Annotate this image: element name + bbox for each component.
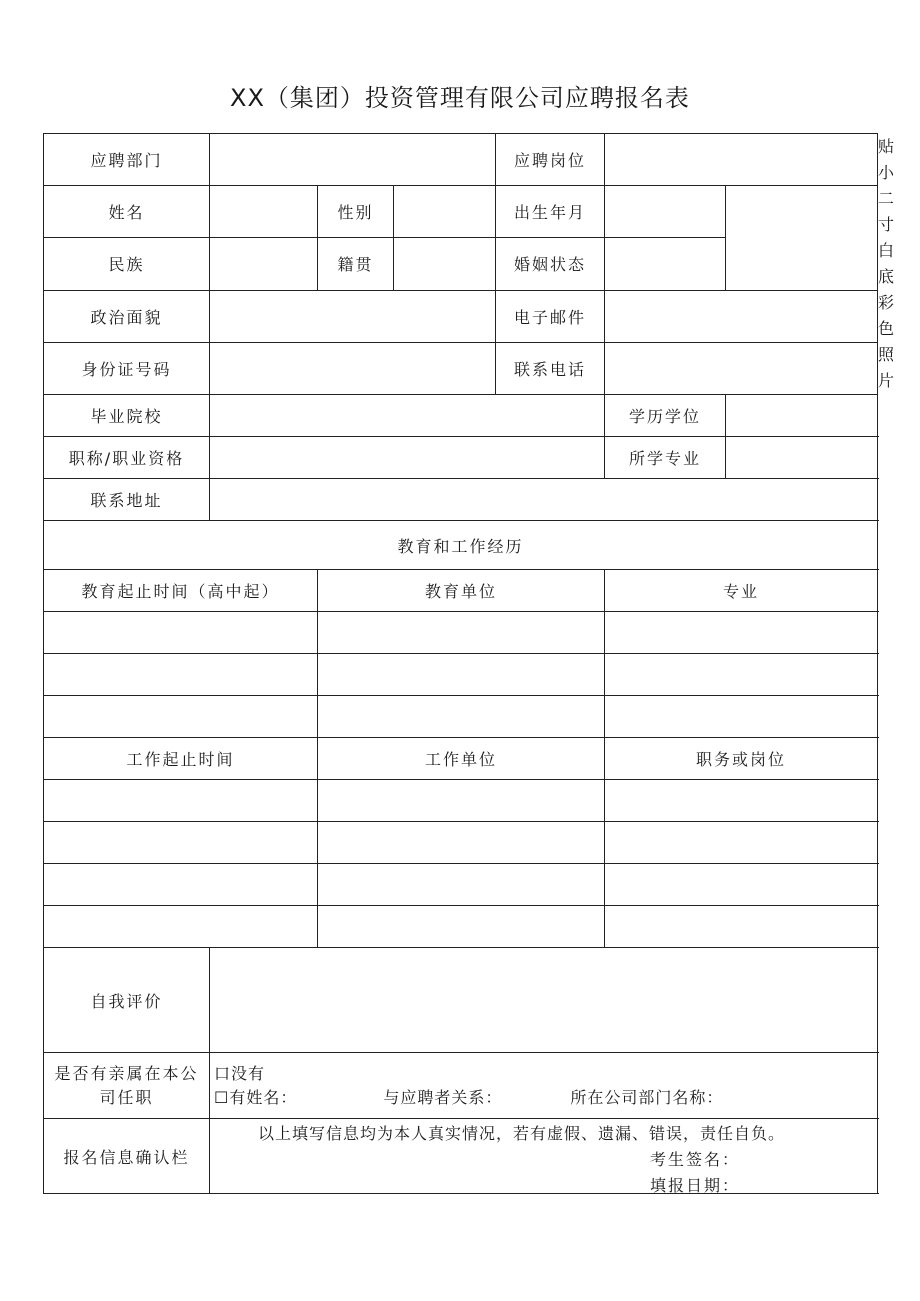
signature-field[interactable]: 考生签名： <box>650 1150 741 1169</box>
relatives-relation-label: 与应聘者关系： <box>383 1087 503 1107</box>
self-eval-field[interactable] <box>210 948 878 1053</box>
edu-unit-cell[interactable] <box>318 612 605 654</box>
work-header-period: 工作起止时间 <box>44 738 318 780</box>
form-title: XX（集团）投资管理有限公司应聘报名表 <box>230 84 690 112</box>
birth-label: 出生年月 <box>496 186 605 238</box>
relatives-label: 是否有亲属在本公司任职 <box>44 1053 210 1119</box>
self-eval-label: 自我评价 <box>44 948 210 1053</box>
edu-unit-cell[interactable] <box>318 696 605 738</box>
work-role-cell[interactable] <box>605 906 878 948</box>
edu-row <box>44 612 878 654</box>
relatives-options <box>210 1053 878 1119</box>
email-label: 电子邮件 <box>496 290 605 342</box>
work-period-cell[interactable] <box>44 906 318 948</box>
work-unit-cell[interactable] <box>318 906 605 948</box>
major-label: 所学专业 <box>605 437 726 479</box>
major-field[interactable] <box>726 437 878 479</box>
ethnicity-label: 民族 <box>44 238 210 290</box>
work-header-unit: 工作单位 <box>318 738 605 780</box>
work-period-cell[interactable] <box>44 822 318 864</box>
position-field[interactable] <box>605 134 878 186</box>
relatives-none-option[interactable]: 口没有 <box>214 1063 266 1083</box>
birth-field[interactable] <box>605 186 726 238</box>
edu-major-cell[interactable] <box>605 612 878 654</box>
school-label: 毕业院校 <box>44 395 210 437</box>
ethnicity-field[interactable] <box>210 238 318 290</box>
application-form-table: 应聘部门 应聘岗位 贴小二寸白底彩色照片 姓名 性别 出生年月 民族 籍贯 婚姻状态 政治面貌 电子邮件 身份证号码 联系电话 毕业院校 学历学位 职称/职业资格 所学专业 联系地址 教育和工作经历 教育起止时间（高中起） 教育单位 专业 工作起止时间 工作单位 职务或岗位 自我评价 是否有亲属在本公司任职 口没有 ☐有姓名： 与应聘者关系： 所在公司部门名称： 报名信息确认栏 以上填写信息均为本人真实情况，若有虚假、遗漏、错误，责任自负。 考生签名： 填报日期： <box>43 133 878 1194</box>
work-period-cell[interactable] <box>44 864 318 906</box>
work-row <box>44 906 878 948</box>
degree-field[interactable] <box>726 395 878 437</box>
edu-header-major: 专业 <box>605 570 878 612</box>
date-field[interactable]: 填报日期： <box>650 1176 741 1195</box>
edu-period-cell[interactable] <box>44 696 318 738</box>
relatives-dept-label: 所在公司部门名称： <box>570 1087 724 1107</box>
email-field[interactable] <box>605 290 878 342</box>
position-label: 应聘岗位 <box>496 134 605 186</box>
gender-field[interactable] <box>394 186 496 238</box>
dept-label: 应聘部门 <box>44 134 210 186</box>
political-field[interactable] <box>210 290 496 342</box>
edu-header-period: 教育起止时间（高中起） <box>44 570 318 612</box>
confirm-statement: 以上填写信息均为本人真实情况，若有虚假、遗漏、错误，责任自负。 <box>258 1124 786 1143</box>
address-field[interactable] <box>210 479 878 521</box>
confirm-area <box>210 1119 878 1194</box>
hometown-label: 籍贯 <box>318 238 394 290</box>
edu-row <box>44 696 878 738</box>
marital-field[interactable] <box>605 238 726 290</box>
school-field[interactable] <box>210 395 605 437</box>
work-role-cell[interactable] <box>605 864 878 906</box>
id-number-field[interactable] <box>210 342 496 394</box>
edu-unit-cell[interactable] <box>318 654 605 696</box>
work-period-cell[interactable] <box>44 780 318 822</box>
work-header-role: 职务或岗位 <box>605 738 878 780</box>
marital-label: 婚姻状态 <box>496 238 605 290</box>
work-unit-cell[interactable] <box>318 822 605 864</box>
edu-period-cell[interactable] <box>44 654 318 696</box>
phone-field[interactable] <box>605 342 878 394</box>
degree-label: 学历学位 <box>605 395 726 437</box>
work-unit-cell[interactable] <box>318 780 605 822</box>
work-role-cell[interactable] <box>605 780 878 822</box>
id-number-label: 身份证号码 <box>44 342 210 394</box>
dept-field[interactable] <box>210 134 496 186</box>
name-label: 姓名 <box>44 186 210 238</box>
work-unit-cell[interactable] <box>318 864 605 906</box>
gender-label: 性别 <box>318 186 394 238</box>
edu-period-cell[interactable] <box>44 612 318 654</box>
work-row <box>44 780 878 822</box>
edu-row <box>44 654 878 696</box>
political-label: 政治面貌 <box>44 290 210 342</box>
edu-major-cell[interactable] <box>605 654 878 696</box>
title-qual-field[interactable] <box>210 437 605 479</box>
address-label: 联系地址 <box>44 479 210 521</box>
work-row <box>44 864 878 906</box>
phone-label: 联系电话 <box>496 342 605 394</box>
section-title: 教育和工作经历 <box>44 521 878 570</box>
relatives-yes-option[interactable]: ☐有姓名： <box>214 1087 298 1107</box>
name-field[interactable] <box>210 186 318 238</box>
work-row <box>44 822 878 864</box>
work-role-cell[interactable] <box>605 822 878 864</box>
edu-header-unit: 教育单位 <box>318 570 605 612</box>
edu-major-cell[interactable] <box>605 696 878 738</box>
title-qual-label: 职称/职业资格 <box>44 437 210 479</box>
confirm-label: 报名信息确认栏 <box>44 1119 210 1194</box>
hometown-field[interactable] <box>394 238 496 290</box>
